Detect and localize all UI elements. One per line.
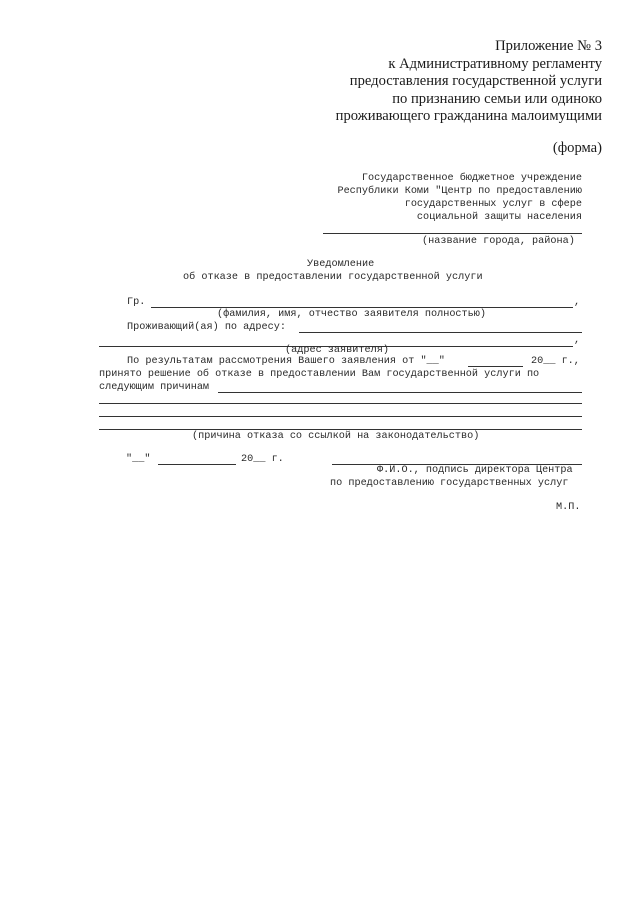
citizen-prefix: Гр. (127, 297, 146, 308)
appendix-line-3: предоставления государственной услуги (349, 73, 602, 90)
form-label: (форма) (552, 140, 602, 156)
seal-label: М.П. (556, 502, 581, 513)
appendix-header (336, 38, 602, 126)
application-date-field[interactable] (468, 366, 523, 367)
citizen-comma: , (574, 297, 581, 308)
signature-date-year: 20__ г. (241, 454, 284, 465)
appendix-line-5: проживающего гражданина малоимущими (335, 108, 602, 125)
appendix-line-1: Приложение № 3 (495, 38, 602, 54)
reason-field-3[interactable] (99, 416, 582, 417)
notice-title: Уведомление (307, 259, 375, 270)
institution-line-4: социальной защиты населения (416, 212, 582, 223)
institution-line-2: Республики Коми "Центр по предоставлению (337, 186, 582, 197)
institution-line-1: Государственное бюджетное учреждение (361, 173, 582, 184)
appendix-line-2: к Административному регламенту (388, 55, 602, 72)
address-caption: (адрес заявителя) (285, 345, 389, 356)
reason-caption: (причина отказа со ссылкой на законодательство) (192, 431, 480, 442)
body-line-1a: По результатам рассмотрения Вашего заявления от "__" (127, 356, 445, 367)
address-field-1[interactable] (299, 332, 582, 333)
city-caption: (название города, района) (422, 236, 575, 247)
reason-field-2[interactable] (99, 403, 582, 404)
appendix-line-4: по признанию семьи или одиноко (392, 90, 602, 107)
address-prefix: Проживающий(ая) по адресу: (127, 322, 286, 333)
institution-block (337, 172, 582, 224)
address-comma: , (574, 335, 581, 346)
signature-caption-1: Ф.И.О., подпись директора Центра (377, 465, 573, 476)
name-caption: (фамилия, имя, отчество заявителя полностью) (217, 309, 486, 320)
reason-field-1[interactable] (218, 392, 582, 393)
signature-caption-2: по предоставлению государственных услуг (330, 478, 569, 489)
city-line[interactable] (323, 233, 582, 234)
body-line-3: следующим причинам (99, 382, 210, 393)
signature-date-field[interactable] (158, 464, 236, 465)
signature-date-day: "__" (126, 454, 151, 465)
body-line-1b: 20__ г., (531, 356, 580, 367)
institution-line-3: государственных услуг в сфере (404, 199, 582, 210)
notice-subtitle: об отказе в предоставлении государственной услуги (183, 272, 483, 283)
body-line-2: принято решение об отказе в предоставлении Вам государственной услуги по (99, 369, 540, 380)
